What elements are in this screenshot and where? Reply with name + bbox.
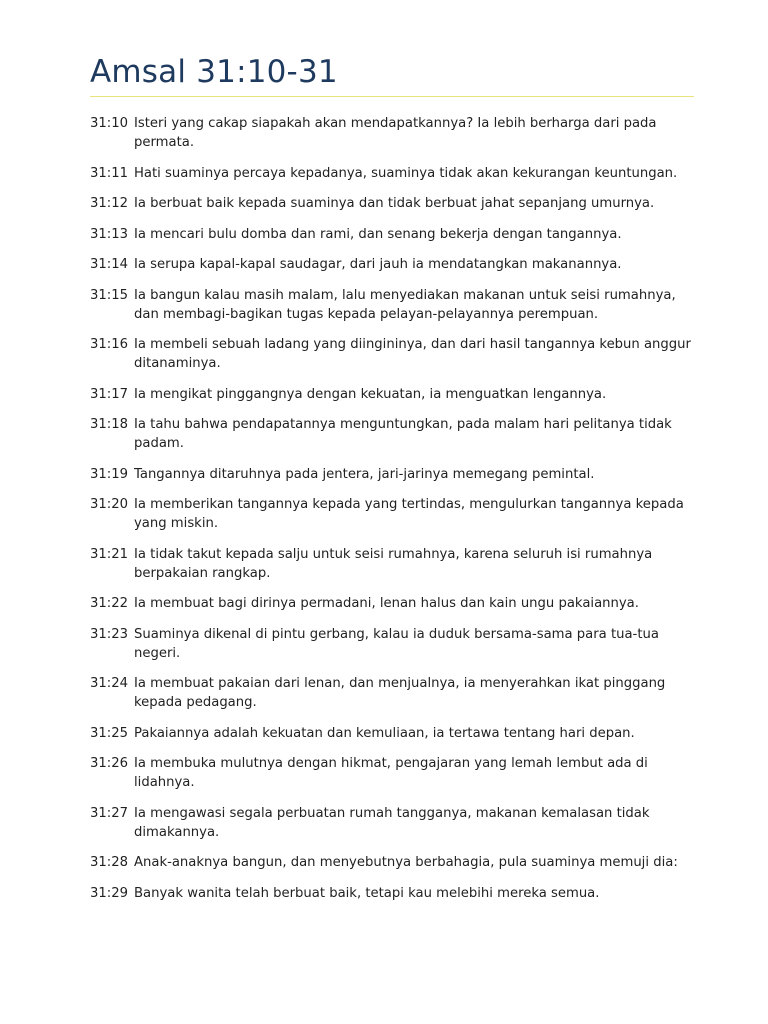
verse-text: Banyak wanita telah berbuat baik, tetapi kau melebihi mereka semua. <box>134 885 600 901</box>
verse-reference: 31:17 <box>90 386 129 402</box>
verse-row <box>90 286 694 324</box>
verse-text: Ia mengawasi segala perbuatan rumah tangganya, makanan kemalasan tidak dimakannya. <box>134 805 650 840</box>
verse-reference: 31:10 <box>90 116 129 131</box>
verse-reference: 31:23 <box>90 626 129 642</box>
verse-reference: 31:28 <box>90 855 129 870</box>
verse-reference: 31:24 <box>90 676 129 691</box>
verse-reference: 31:25 <box>90 725 129 741</box>
verse-reference: 31:27 <box>90 805 129 821</box>
verse-row <box>90 804 694 842</box>
verse-reference: 31:20 <box>90 497 129 512</box>
verse-text: Hati suaminya percaya kepadanya, suaminya tidak akan kekurangan keuntungan. <box>134 165 678 181</box>
verse-reference: 31:14 <box>90 257 129 272</box>
verse-row <box>90 465 694 484</box>
verse-reference: 31:18 <box>90 417 129 432</box>
verse-row <box>90 724 694 743</box>
verse-row <box>90 853 694 872</box>
verse-reference: 31:22 <box>90 596 129 611</box>
verse-row <box>90 194 694 213</box>
verse-row <box>90 114 694 152</box>
verse-row <box>90 625 694 663</box>
verse-row <box>90 335 694 373</box>
verse-text: Ia membuat bagi dirinya permadani, lenan halus dan kain ungu pakaiannya. <box>134 596 639 611</box>
verse-text: Pakaiannya adalah kekuatan dan kemuliaan, ia tertawa tentang hari depan. <box>134 725 635 741</box>
verse-row <box>90 164 694 183</box>
verse-text: Suaminya dikenal di pintu gerbang, kalau ia duduk bersama-sama para tua-tua negeri. <box>134 626 659 661</box>
verse-text: Ia membuat pakaian dari lenan, dan menjualnya, ia menyerahkan ikat pinggang kepada pedagang. <box>134 676 666 710</box>
verse-row <box>90 545 694 583</box>
verse-text: Ia mengikat pinggangnya dengan kekuatan, ia menguatkan lengannya. <box>134 386 607 402</box>
title-divider <box>90 96 694 97</box>
verse-reference: 31:29 <box>90 885 129 901</box>
verse-reference: 31:15 <box>90 287 129 303</box>
verse-reference: 31:16 <box>90 337 129 352</box>
verse-text: Tangannya ditaruhnya pada jentera, jari-jarinya memegang pemintal. <box>134 466 595 482</box>
verse-reference: 31:26 <box>90 756 129 771</box>
verse-text: Isteri yang cakap siapakah akan mendapatkannya? Ia lebih berharga dari pada permata. <box>134 116 657 150</box>
verse-reference: 31:12 <box>90 196 129 211</box>
verse-text: Ia mencari bulu domba dan rami, dan senang bekerja dengan tangannya. <box>134 226 622 242</box>
verse-reference: 31:13 <box>90 226 129 242</box>
verse-row <box>90 594 694 613</box>
verse-reference: 31:19 <box>90 466 129 482</box>
verse-row <box>90 754 694 792</box>
verse-list <box>90 114 694 903</box>
verse-row <box>90 415 694 453</box>
page-title: Amsal 31:10-31 <box>90 54 338 90</box>
verse-row <box>90 884 694 903</box>
verse-text: Ia memberikan tangannya kepada yang tertindas, mengulurkan tangannya kepada yang miskin. <box>134 497 684 531</box>
verse-text: Ia tahu bahwa pendapatannya menguntungkan, pada malam hari pelitanya tidak padam. <box>134 417 672 451</box>
verse-text: Ia serupa kapal-kapal saudagar, dari jauh ia mendatangkan makanannya. <box>134 257 622 272</box>
verse-row <box>90 225 694 244</box>
document-page <box>90 52 694 914</box>
verse-row <box>90 495 694 533</box>
verse-reference: 31:11 <box>90 165 129 181</box>
verse-text: Ia membeli sebuah ladang yang diingininya, dan dari hasil tangannya kebun anggur ditanaminya. <box>134 337 691 371</box>
verse-reference: 31:21 <box>90 546 129 562</box>
verse-row <box>90 255 694 274</box>
verse-text: Ia membuka mulutnya dengan hikmat, pengajaran yang lemah lembut ada di lidahnya. <box>134 756 648 790</box>
verse-row <box>90 674 694 712</box>
verse-text: Anak-anaknya bangun, dan menyebutnya berbahagia, pula suaminya memuji dia: <box>134 855 678 870</box>
verse-row <box>90 385 694 404</box>
verse-text: Ia bangun kalau masih malam, lalu menyediakan makanan untuk seisi rumahnya, dan membagi-bagikan tugas kepada pelayan-pelayannya perempuan. <box>134 287 676 322</box>
verse-text: Ia tidak takut kepada salju untuk seisi rumahnya, karena seluruh isi rumahnya berpakaian rangkap. <box>134 546 653 581</box>
verse-text: Ia berbuat baik kepada suaminya dan tidak berbuat jahat sepanjang umurnya. <box>134 196 655 211</box>
